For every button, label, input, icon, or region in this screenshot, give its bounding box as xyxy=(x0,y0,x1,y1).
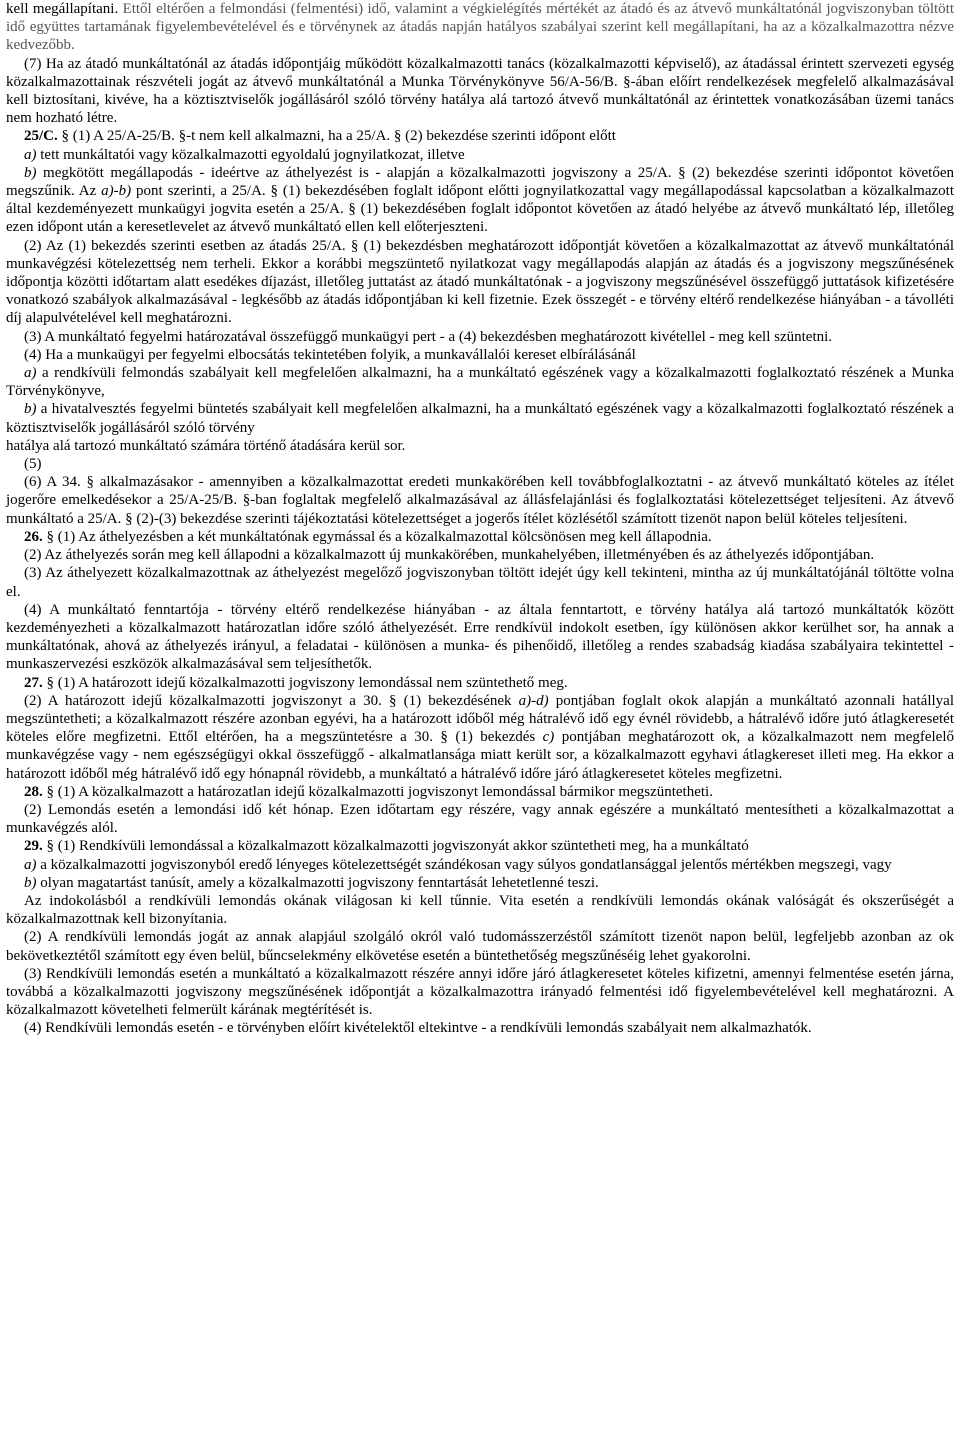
text-run: (6) A 34. § alkalmazásakor - amennyiben a közalkalmazottat eredeti munkakörében kell továbbfoglalkoztatni - az átvevő munkáltató köteles az ítélet jogerőre emelkedésekor a 25/A-25/B. §-ban foglaltak megfelelő alkalmazásával az állásfelajánlási és foglalkoztatási kötelezettséget teljesíteni. Az átvevő munkáltató a 25/A. § (2)-(3) bekezdése szerinti tájékoztatási kötelezettséget a jogerős ítélet közlésétől számított tizenöt napon belül köteles teljesíteni. xyxy=(6,474,954,527)
paragraph xyxy=(6,473,954,528)
text-run: Az indokolásból a rendkívüli lemondás okának világosan ki kell tűnnie. Vita esetén a rendkívüli lemondás okának valóságát és okszerűségét a közalkalmazottnak kell bizonyítania. xyxy=(6,892,954,928)
text-run: (3) A munkáltató fegyelmi határozatával összefüggő munkaügyi pert - a (4) bekezdésben meghatározott kivétellel - meg kell szüntetni. xyxy=(24,328,833,345)
paragraph xyxy=(6,783,954,801)
paragraph xyxy=(6,164,954,237)
section-number: 27. xyxy=(24,674,43,691)
section-number: 29. xyxy=(24,838,43,855)
text-run: tett munkáltatói vagy közalkalmazotti egyoldalú jognyilatkozat, illetve xyxy=(36,146,465,163)
paragraph xyxy=(6,455,954,473)
point-label: b) xyxy=(24,401,37,418)
text-run: kell megállapítani. xyxy=(6,1,123,17)
paragraph xyxy=(6,127,954,145)
paragraph xyxy=(6,364,954,400)
text-run: (3) Az áthelyezett közalkalmazottnak az áthelyezést megelőző jogviszonyban töltött idejét úgy kell tekinteni, mintha az új munkáltatójánál töltötte volna el. xyxy=(6,565,954,600)
text-run: olyan magatartást tanúsít, amely a közalkalmazotti jogviszony fenntartását lehetetlenné teszi. xyxy=(36,874,599,891)
point-label: a) xyxy=(24,856,37,873)
text-run: (5) xyxy=(24,456,42,473)
section-number: 25/C. xyxy=(24,128,58,145)
text-run: (4) A munkáltató fenntartója - törvény eltérő rendelkezése hiányában - az általa fenntartott, e törvény hatálya alá tartozó munkáltatók között kezdeményezheti a közalkalmazott határozatlan időre szóló áthelyezését. Erre rendkívül indokolt esetben, így különösen akkor kerülhet sor, ha annak a munkáltatónak, ahová az áthelyezés irányul, a feladatai - különösen a munka- és pihenőidő, illetőleg a rendes szabadság kiadása szabályaira tekintettel - munkaszervezési eszközök alkalmazásával sem teljesíthetők. xyxy=(6,601,954,673)
paragraph xyxy=(6,146,954,164)
paragraph xyxy=(6,856,954,874)
paragraph xyxy=(6,837,954,855)
point-label: c) xyxy=(542,729,555,746)
text-run: megkötött megállapodás - ideértve az áthelyezést is - alapján a közalkalmazotti jogviszony a 25/A. § (2) bekezdése szerinti időpontot követően megszűnik. Az xyxy=(6,164,954,200)
point-label: a)-b) xyxy=(101,183,132,200)
text-run: a rendkívüli felmondás szabályait kell megfelelően alkalmazni, ha a munkáltató egészének vagy a közalkalmazotti foglalkoztató részének a Munka Törvénykönyve, xyxy=(6,365,954,400)
text-run: § (1) Az áthelyezésben a két munkáltatónak egymással és a közalkalmazottal kölcsönösen meg kell állapodnia. xyxy=(42,528,712,545)
point-label: b) xyxy=(24,164,37,181)
text-run: pontjában meghatározott ok, a közalkalmazott nem megfelelő munkavégzése vagy - nem egészségügyi okkal összefüggő - alkalmatlansága miatt került sor, a közalkalmazott egyhavi átlagkereset illeti meg. Ha ekkor a határozott időből még hátralévő idő egy hónapnál rövidebb, a munkáltató a hátralévő időre járó átlagkeresetet köteles megfizetni. xyxy=(6,729,954,782)
text-run: (3) Rendkívüli lemondás esetén a munkáltató a közalkalmazott részére annyi időre járó átlagkeresetet köteles kifizetni, amennyi felmentése esetén járna, továbbá a közalkalmazotti jogviszony megszűnésének időpontját a közalkalmazottra irányadó felmentési idő figyelembevételével kell meghatározni. A közalkalmazott követelheti felmerült kárának megtérítését is. xyxy=(6,965,954,1019)
text-run: § (1) Rendkívüli lemondással a közalkalmazott közalkalmazotti jogviszonyát akkor szüntetheti meg, ha a munkáltató xyxy=(42,838,749,855)
text-run: hatálya alá tartozó munkáltató számára történő átadására kerül sor. xyxy=(6,437,406,454)
point-label: a) xyxy=(24,146,37,163)
text-run: pontjában foglalt okok alapján a munkáltató azonnali hatállyal megszüntetheti; a közalkalmazott részére azonban egyévi, ha a határozott időből még hátralévő idő egy évnél rövidebb, a hátralévő időre jutó átlagkeresetét köteles előre megfizetni. Ettől eltérően, ha a megszüntetésre a 30. § (1) bekezdés xyxy=(6,692,954,746)
text-run: (2) Lemondás esetén a lemondási idő két hónap. Ezen időtartam egy részére, vagy annak egészére a munkáltató mentesítheti a közalkalmazottat a munkavégzés alól. xyxy=(6,801,954,837)
text-run: (4) Ha a munkaügyi per fegyelmi elbocsátás tekintetében folyik, a munkavállalói kereset elbírálásánál xyxy=(24,346,636,363)
text-run: § (1) A határozott idejű közalkalmazotti jogviszony lemondással nem szüntethető meg. xyxy=(42,674,568,691)
point-label: a)-d) xyxy=(518,692,549,709)
text-run: (2) Az áthelyezés során meg kell állapodni a közalkalmazott új munkakörében, munkahelyében, illetményében és az áthelyezés időpontjában. xyxy=(24,547,875,564)
paragraph xyxy=(6,965,954,1020)
text-run: (4) Rendkívüli lemondás esetén - e törvényben előírt kivételektől eltekintve - a rendkívüli lemondás szabályait nem alkalmazhatók. xyxy=(24,1020,812,1037)
text-run: (7) Ha az átadó munkáltatónál az átadás időpontjáig működött közalkalmazotti tanács (közalkalmazotti képviselő), az átadással érintett szervezeti egység közalkalmazottainak részvételi jogát az átvevő munkáltatónál a Munka Törvénykönyve 56/A-56/B. §-ában előírt rendelkezések megfelelő alkalmazásával kell biztosítani, kivéve, ha a köztisztviselők jogállásáról szóló törvény hatálya alá tartozó átvevő munkáltatónál az érintettek vonatkozásában üzemi tanács nem hozható létre. xyxy=(6,55,954,127)
text-run: (2) Az (1) bekezdés szerinti esetben az átadás 25/A. § (1) bekezdésben meghatározott időpontját követően a közalkalmazottat az átvevő munkáltatónál munkavégzési kötelezettség nem terheli. Ekkor a korábbi megszüntető nyilatkozat vagy megállapodás alapján az átadás és a jogviszony megszűnésének időpontja közötti időtartam alatt esedékes díjazást, illetőleg juttatást az átadó munkáltatónak - a jogviszony megszűnésével összefüggő juttatások kifizetésére vonatkozó szabályok alkalmazásával - legkésőbb az átadás időpontjában ki kell fizetnie. Ezek összegét - e törvény eltérő rendelkezése hiányában - a távolléti díj alapulvételével kell meghatározni. xyxy=(6,237,954,327)
paragraph xyxy=(6,874,954,892)
text-run: pont szerinti, a 25/A. § (1) bekezdésében foglalt időpont előtti jognyilatkozattal vagy megállapodással kapcsolatban a közalkalmazott által kezdeményezett munkaügyi jogvita esetén a 25/A. § (1) bekezdésében foglalt időpontot követően az átadó helyébe az átvevő munkáltató lép, illetőleg ezen időpont után a keresetlevelet az átvevő munkáltató ellen kell előterjeszteni. xyxy=(6,183,955,236)
paragraph xyxy=(6,1019,954,1037)
text-run: § (1) A közalkalmazott a határozatlan idejű közalkalmazotti jogviszonyt lemondással bármikor megszüntetheti. xyxy=(42,783,713,800)
paragraph xyxy=(6,528,954,546)
paragraph xyxy=(6,55,954,128)
paragraph xyxy=(6,674,954,692)
paragraph xyxy=(6,237,954,328)
text-run: a hivatalvesztés fegyelmi büntetés szabályait kell megfelelően alkalmazni, ha a munkáltató egészének vagy a közalkalmazotti foglalkoztató részének a köztisztviselők jogállásáról szóló törvény xyxy=(6,401,954,436)
text-run: § (1) A 25/A-25/B. §-t nem kell alkalmazni, ha a 25/A. § (2) bekezdése szerinti időpont előtt xyxy=(57,128,616,145)
text-run: (2) A határozott idejű közalkalmazotti jogviszonyt a 30. § (1) bekezdésének xyxy=(24,692,519,709)
paragraph xyxy=(6,400,954,436)
paragraph xyxy=(6,0,954,55)
paragraph xyxy=(6,328,954,346)
paragraph xyxy=(6,346,954,364)
point-label: a) xyxy=(24,365,37,382)
section-number: 28. xyxy=(24,783,43,800)
paragraph xyxy=(6,928,954,964)
section-number: 26. xyxy=(24,528,43,545)
paragraph xyxy=(6,892,954,928)
paragraph xyxy=(6,437,954,455)
text-run: a közalkalmazotti jogviszonyból eredő lényeges kötelezettségét szándékosan vagy súlyos gondatlansággal jelentős mértékben megszegi, vagy xyxy=(36,856,892,873)
text-run: (2) A rendkívüli lemondás jogát az annak alapjául szolgáló okról való tudomásszerzéstől számított tizenöt napon belül, legfeljebb azonban az ok bekövetkeztétől számított egy éven belül, bűncselekmény elkövetése esetén a büntethetőség megszűnéséig lehet gyakorolni. xyxy=(6,929,954,964)
paragraph xyxy=(6,564,954,600)
paragraph xyxy=(6,601,954,674)
paragraph xyxy=(6,692,954,783)
point-label: b) xyxy=(24,874,37,891)
text-run: Ettől eltérően a felmondási (felmentési) idő, valamint a végkielégítés mértékét az átadó és az átvevő munkáltatónál jogviszonyban töltött idő együttes tartamának figyelembevételével és e törvénynek az átadás napján hatályos szabályai szerint kell megállapítani, ha az a közalkalmazottra nézve kedvezőbb. xyxy=(6,1,954,54)
paragraph xyxy=(6,546,954,564)
paragraph xyxy=(6,801,954,837)
